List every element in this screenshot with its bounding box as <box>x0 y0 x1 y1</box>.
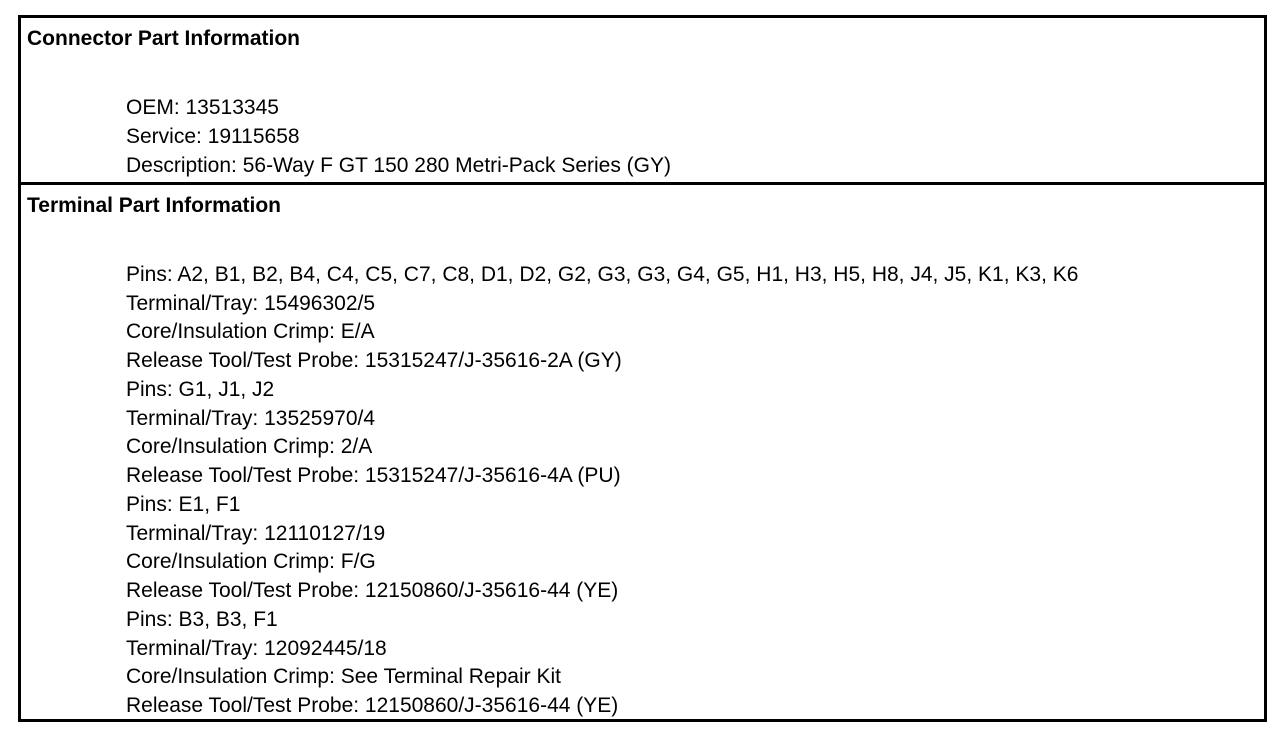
terminal-line: Release Tool/Test Probe: 15315247/J-35616-4A (PU) <box>126 464 621 487</box>
section-divider <box>21 182 1264 185</box>
terminal-line: Core/Insulation Crimp: E/A <box>126 320 375 343</box>
connector-description: Description: 56-Way F GT 150 280 Metri-Pack Series (GY) <box>126 154 672 177</box>
connector-service: Service: 19115658 <box>126 125 300 148</box>
terminal-line: Core/Insulation Crimp: See Terminal Repair Kit <box>126 665 561 688</box>
terminal-line: Release Tool/Test Probe: 12150860/J-35616-44 (YE) <box>126 579 619 602</box>
terminal-section-title: Terminal Part Information <box>27 194 281 217</box>
terminal-line: Core/Insulation Crimp: 2/A <box>126 435 373 458</box>
terminal-line: Pins: B3, B3, F1 <box>126 608 278 631</box>
terminal-line: Terminal/Tray: 15496302/5 <box>126 292 376 315</box>
terminal-line: Pins: G1, J1, J2 <box>126 378 275 401</box>
terminal-line: Pins: A2, B1, B2, B4, C4, C5, C7, C8, D1, D2, G2, G3, G3, G4, G5, H1, H3, H5, H8, J4, J5, K1, K3, K6 <box>126 263 1079 286</box>
connector-section-title: Connector Part Information <box>27 27 301 50</box>
terminal-line: Release Tool/Test Probe: 15315247/J-35616-2A (GY) <box>126 349 622 372</box>
terminal-line: Core/Insulation Crimp: F/G <box>126 550 376 573</box>
terminal-line: Terminal/Tray: 13525970/4 <box>126 407 376 430</box>
terminal-line: Terminal/Tray: 12092445/18 <box>126 637 387 660</box>
terminal-line: Terminal/Tray: 12110127/19 <box>126 522 386 545</box>
terminal-line: Release Tool/Test Probe: 12150860/J-35616-44 (YE) <box>126 694 619 717</box>
terminal-line: Pins: E1, F1 <box>126 493 241 516</box>
connector-oem: OEM: 13513345 <box>126 96 279 119</box>
connector-info-table <box>18 15 1267 722</box>
